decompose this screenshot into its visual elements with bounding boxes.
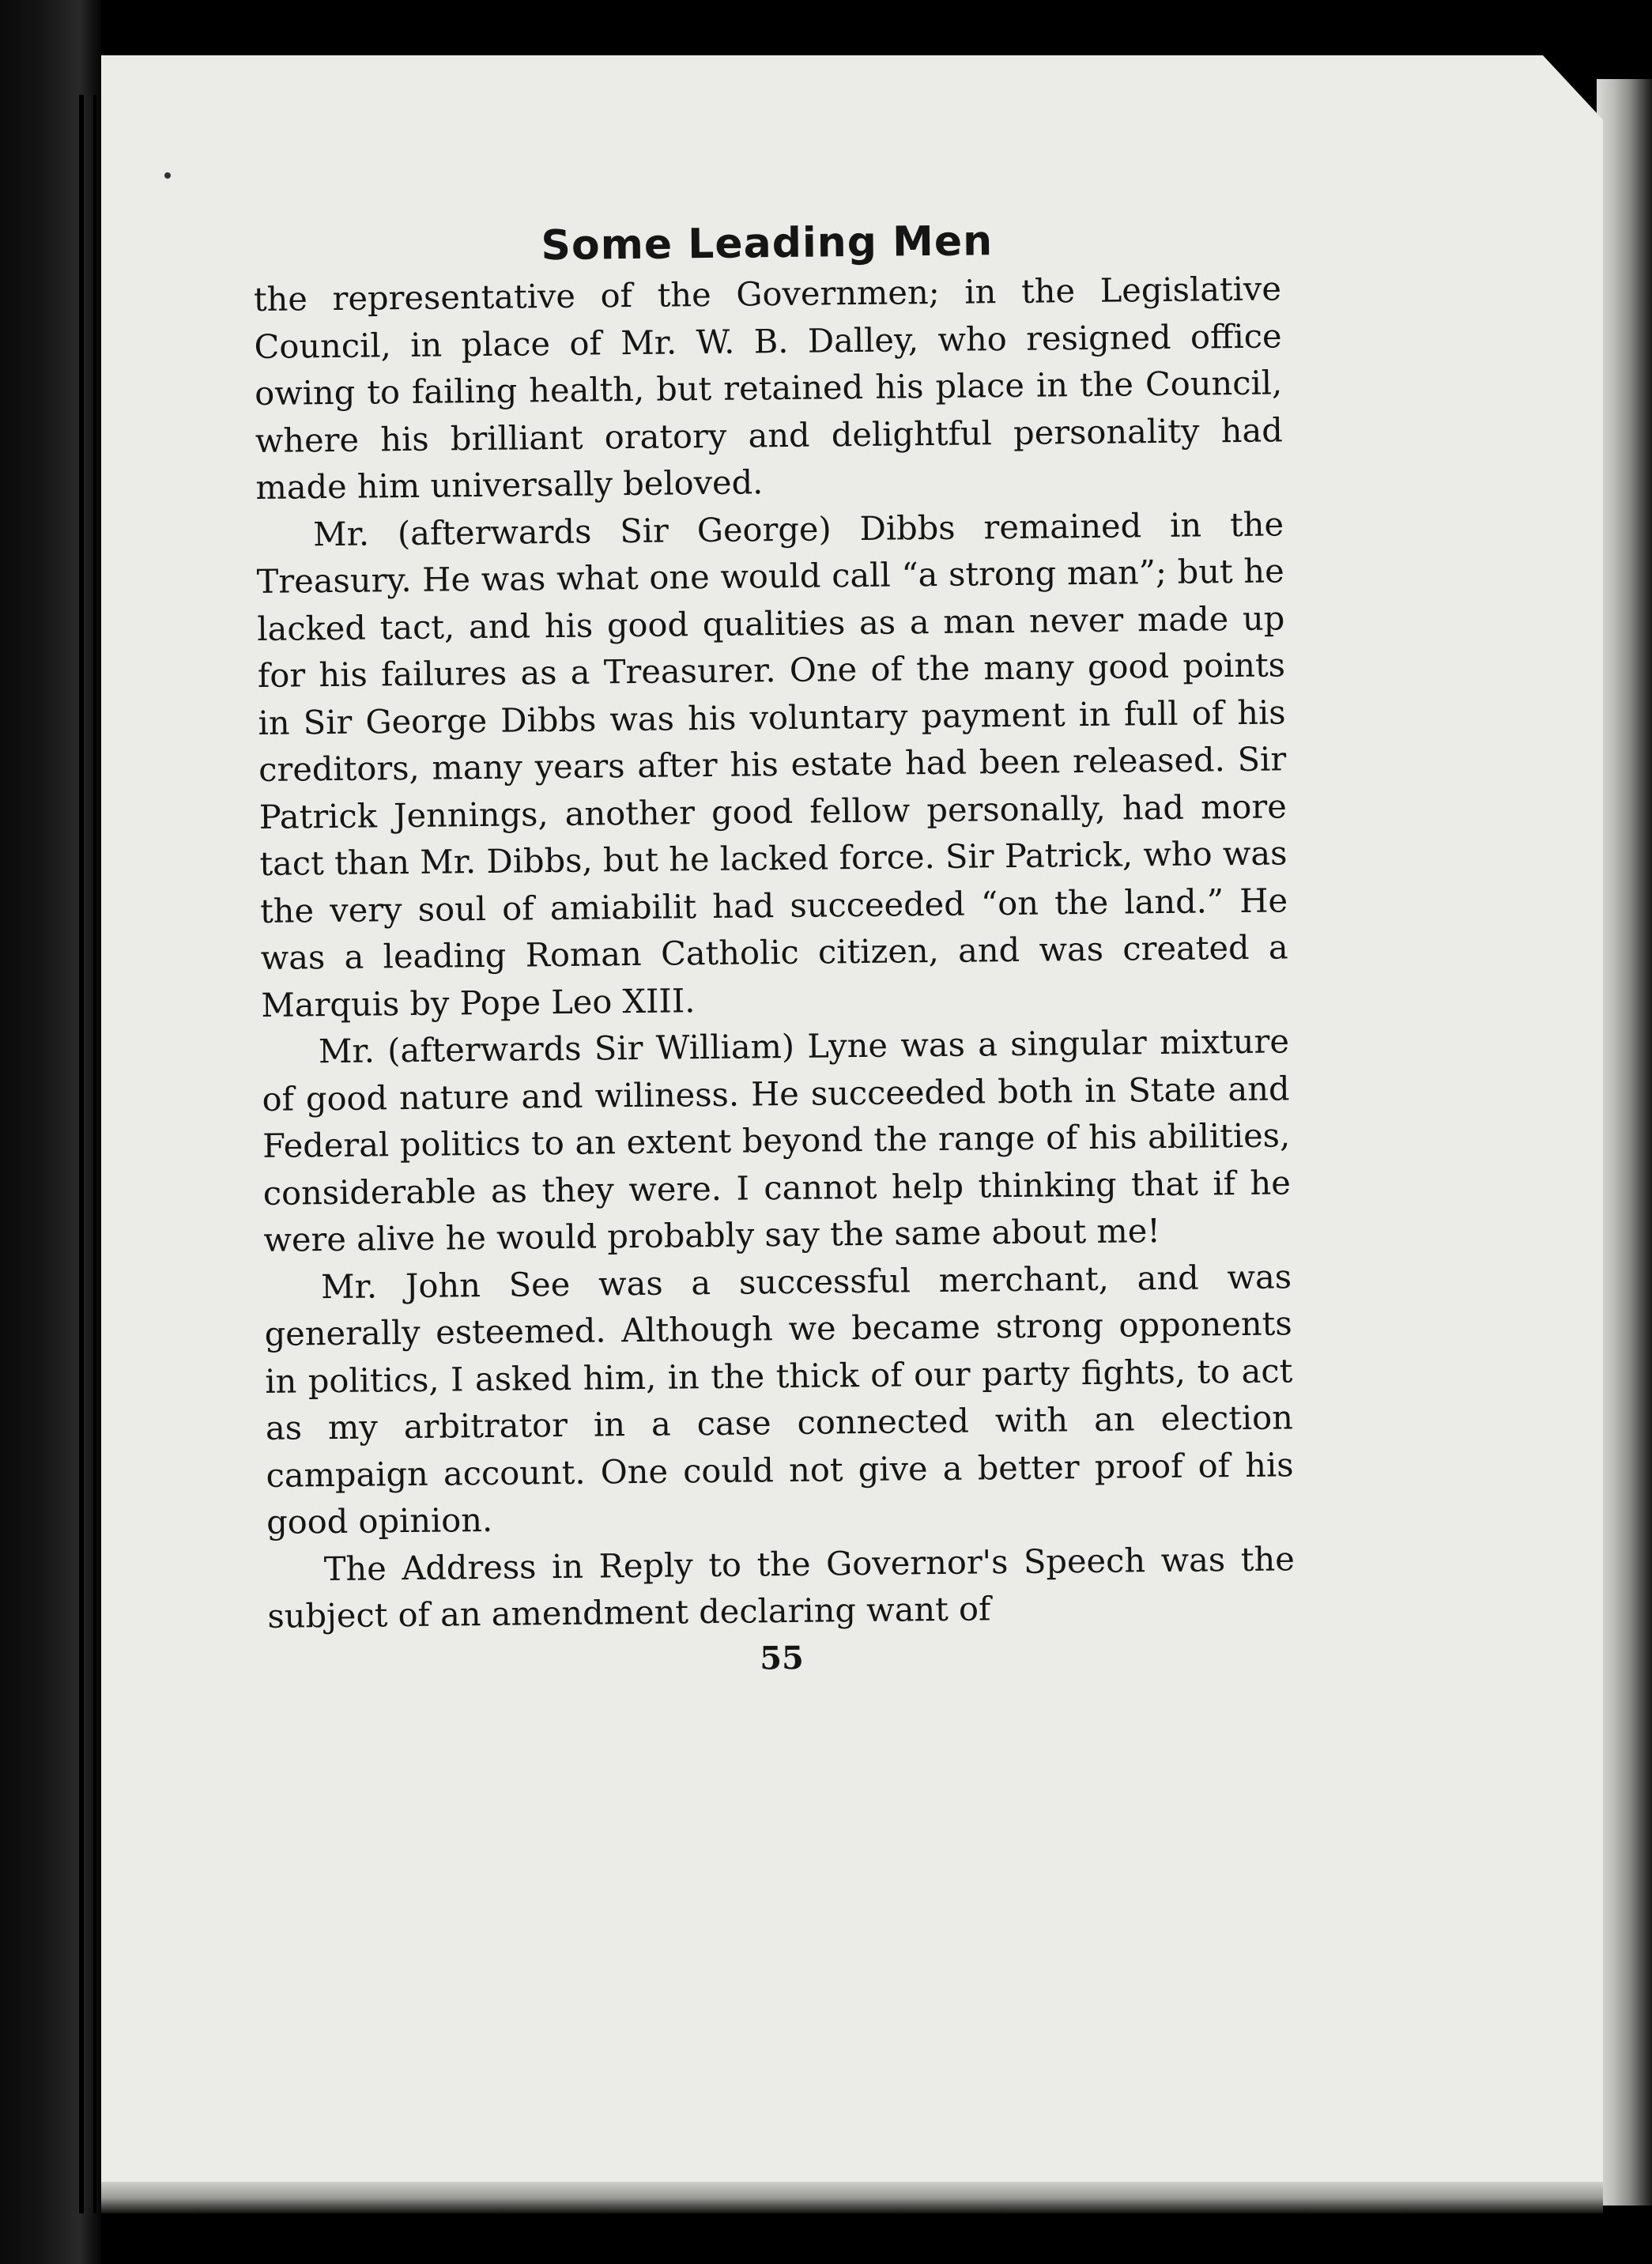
page-number: 55 — [759, 1639, 805, 1677]
paragraph-3: Mr. (afterwards Sir William) Lyne was a singular mixture of good nature and wiliness. He succeeded both in State and Federal politics to an extent beyond the range of his abilities, considerable as they were. I cannot help thinking that if he were alive he would probably say the same about me! — [262, 1021, 1292, 1259]
gutter-shadow-line — [79, 95, 84, 2213]
paragraph-5: The Address in Reply to the Governor's Speech was the subject of an amendment declaring want of — [267, 1538, 1295, 1636]
gutter-shadow-line — [93, 95, 96, 2213]
running-head: Some Leading Men — [541, 217, 994, 270]
page-text-block — [253, 214, 1296, 1681]
paragraph-4: Mr. John See was a successful merchant, and was generally esteemed. Although we became strong opponents in politics, I asked him, in the thick of our party fights, to act as my arbitrator in a case connected with an election campaign account. One could not give a better proof of his good opinion. — [264, 1256, 1294, 1541]
page-edge-stack — [1597, 79, 1652, 2206]
paragraph-2: Mr. (afterwards Sir George) Dibbs remained in the Treasury. He was what one would call “a strong man”; but he lacked tact, and his good qualities as a man never made up for his failures as a Treasurer. One of the many good points in Sir George Dibbs was his voluntary payment in full of his creditors, many years after his estate had been released. Sir Patrick Jennings, another good fellow personally, had more tact than Mr. Dibbs, but he lacked force. Sir Patrick, who was the very soul of amiabilit had succeeded “on the land.” He was a leading Roman Catholic citizen, and was created a Marquis by Pope Leo XIII. — [256, 504, 1288, 1024]
paragraph-1: the representative of the Governmen; in the Legislative Council, in place of Mr. W. B. Dalley, who resigned office owing to failing health, but retained his place in the Council, where his brilliant oratory and delightful personality had made him universally beloved. — [253, 269, 1284, 507]
page-bottom-edge — [101, 2182, 1603, 2213]
paper-speck — [164, 172, 171, 179]
book-gutter — [0, 0, 101, 2264]
